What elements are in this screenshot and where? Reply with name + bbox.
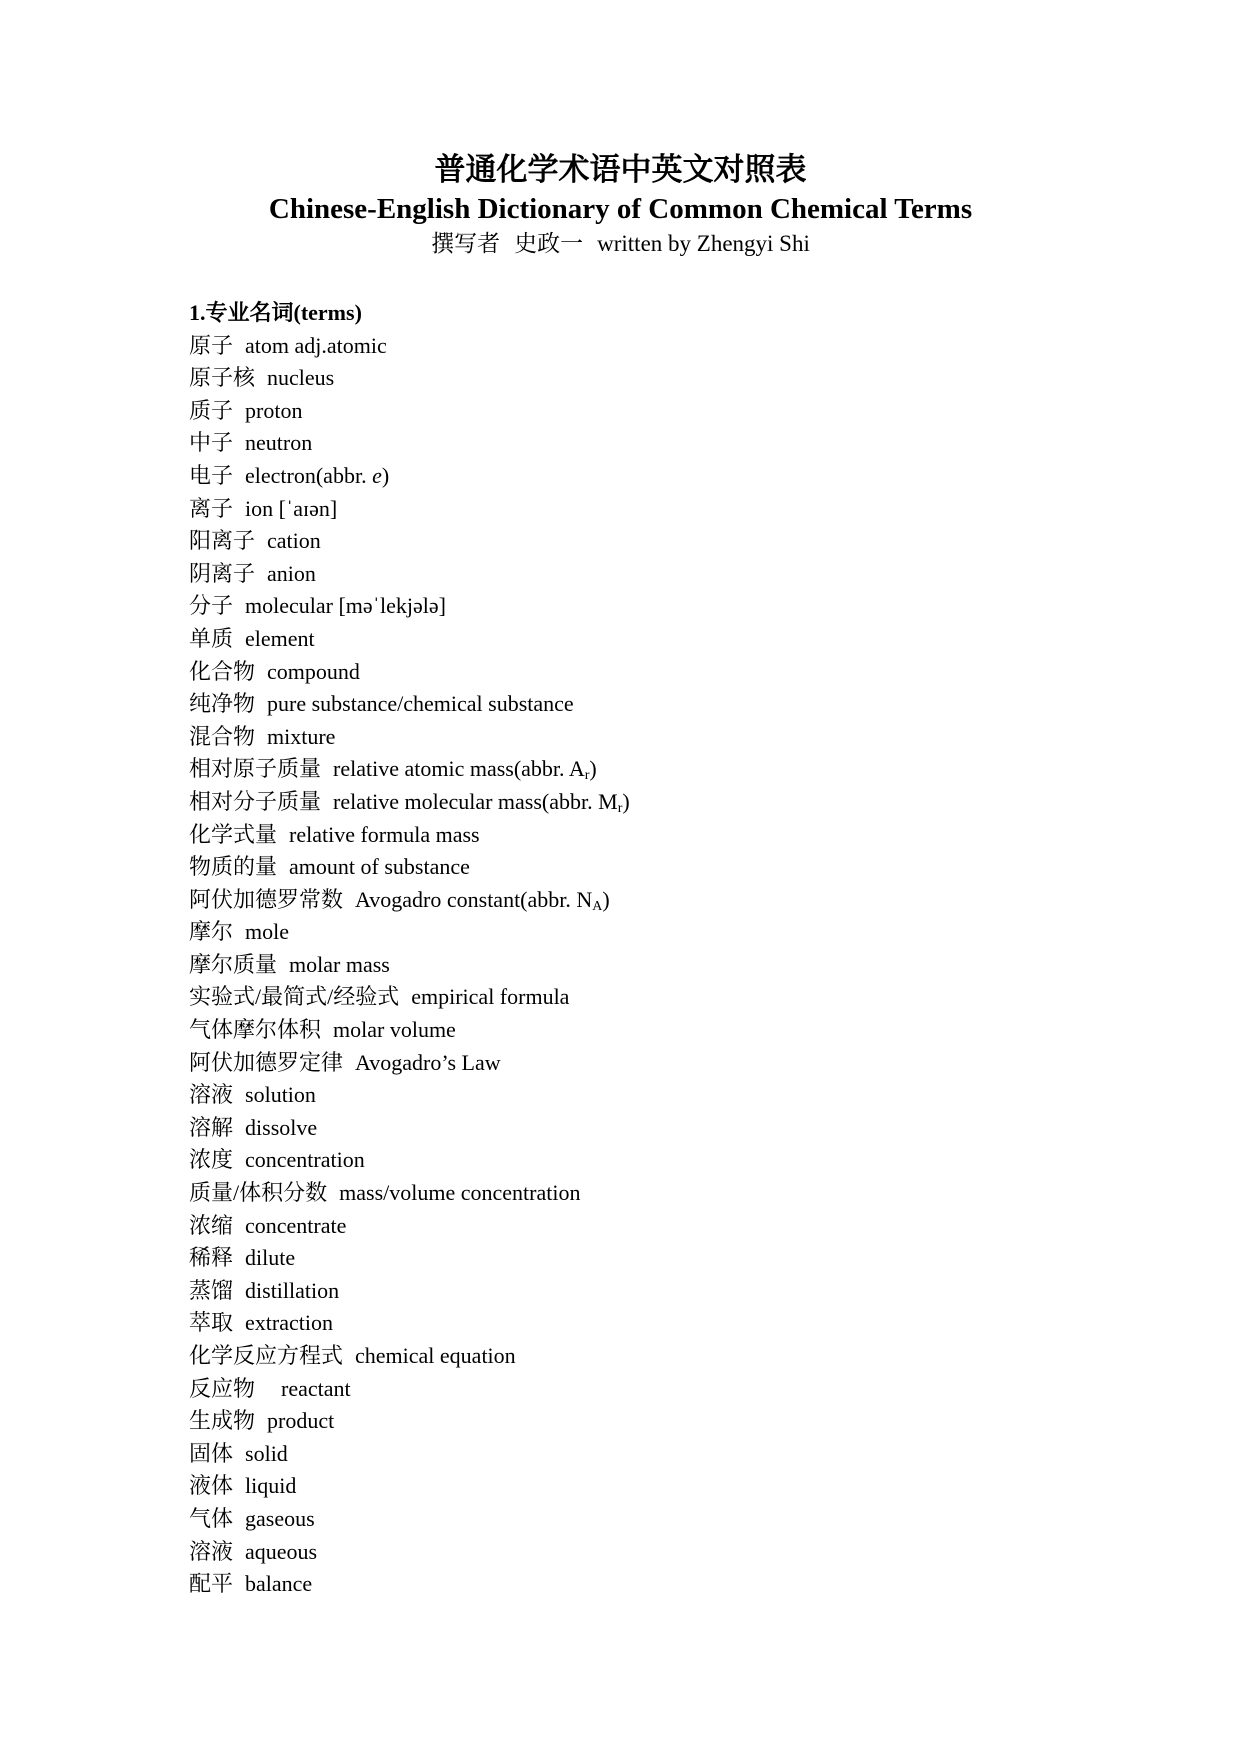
term-row <box>189 525 1189 558</box>
term-english-text: relative atomic mass(abbr. A <box>333 756 585 782</box>
term-english <box>245 1441 288 1466</box>
term-english-text: molar volume <box>333 1017 456 1043</box>
term-chinese: 混合物 <box>189 723 256 749</box>
term-english-text: extraction <box>245 1310 333 1336</box>
term-english-text: solution <box>245 1082 316 1108</box>
term-row <box>189 1307 1189 1340</box>
term-english-text: pure substance/chemical substance <box>267 691 574 717</box>
term-chinese: 单质 <box>189 625 234 651</box>
term-english-text: proton <box>245 397 303 423</box>
term-row <box>189 1047 1189 1080</box>
term-row <box>189 981 1189 1014</box>
term-english <box>339 1180 580 1205</box>
term-english-text: liquid <box>245 1473 297 1499</box>
term-chinese: 物质的量 <box>189 854 278 880</box>
term-row <box>189 851 1189 884</box>
term-chinese: 萃取 <box>189 1310 234 1336</box>
term-english-text: molar mass <box>289 951 390 977</box>
term-row <box>189 1210 1189 1243</box>
term-row <box>189 1536 1189 1569</box>
term-english-text: atom adj.atomic <box>245 332 387 358</box>
term-english <box>267 528 321 553</box>
term-english <box>281 1376 351 1401</box>
title-english: Chinese-English Dictionary of Common Chemical Terms <box>268 193 973 225</box>
term-chinese: 反应物 <box>189 1375 256 1401</box>
document-header <box>0 150 1241 260</box>
term-english <box>267 659 360 684</box>
term-english <box>245 398 302 423</box>
term-chinese: 相对分子质量 <box>189 788 322 814</box>
term-row <box>189 1079 1189 1112</box>
term-row <box>189 1470 1189 1503</box>
term-row <box>189 656 1189 689</box>
term-row <box>189 884 1189 917</box>
author-line <box>0 228 1241 260</box>
title-chinese: 普通化学术语中英文对照表 <box>434 152 807 187</box>
term-english <box>411 984 569 1009</box>
term-english <box>245 593 446 618</box>
term-chinese: 原子核 <box>189 365 256 391</box>
author-label: 撰写者 <box>431 231 501 256</box>
term-english-text: dilute <box>245 1245 296 1271</box>
term-chinese: 电子 <box>189 462 234 488</box>
term-english <box>333 789 630 814</box>
term-english <box>245 626 315 651</box>
term-chinese: 蒸馏 <box>189 1277 234 1303</box>
term-chinese: 中子 <box>189 430 234 456</box>
term-row <box>189 493 1189 526</box>
term-chinese: 化合物 <box>189 658 256 684</box>
term-english-text: balance <box>245 1571 313 1597</box>
term-row <box>189 1177 1189 1210</box>
term-chinese: 气体摩尔体积 <box>189 1017 322 1043</box>
term-chinese: 溶液 <box>189 1082 234 1108</box>
term-english <box>245 430 312 455</box>
term-chinese: 液体 <box>189 1473 234 1499</box>
author-name-chinese: 史政一 <box>514 231 584 256</box>
term-english-text: solid <box>245 1440 288 1466</box>
term-chinese: 固体 <box>189 1440 234 1466</box>
term-english-text: chemical equation <box>355 1343 516 1368</box>
term-english-text: electron(abbr. <box>245 462 373 488</box>
term-row <box>189 1275 1189 1308</box>
term-english <box>245 1506 315 1531</box>
term-row <box>189 819 1189 852</box>
term-row <box>189 623 1189 656</box>
term-english <box>267 561 316 586</box>
term-english-text: mass/volume concentration <box>339 1180 581 1206</box>
term-row <box>189 1144 1189 1177</box>
term-row <box>189 1014 1189 1047</box>
term-chinese: 阿伏加德罗定律 <box>189 1049 344 1075</box>
term-english-text: product <box>267 1408 335 1434</box>
term-chinese: 离子 <box>189 495 234 521</box>
term-row <box>189 949 1189 982</box>
term-chinese: 化学式量 <box>189 821 278 847</box>
term-row <box>189 1438 1189 1471</box>
term-english <box>267 691 574 716</box>
term-chinese: 生成物 <box>189 1408 256 1434</box>
term-chinese: 阿伏加德罗常数 <box>189 886 344 912</box>
term-english <box>333 756 597 784</box>
document-body <box>189 297 1189 1601</box>
term-chinese: 摩尔质量 <box>189 951 278 977</box>
term-english <box>245 1473 296 1498</box>
term-english <box>267 724 335 749</box>
term-english <box>245 1310 333 1335</box>
term-english-text: dissolve <box>245 1114 318 1140</box>
term-english-suffix: ) <box>622 788 630 814</box>
term-english-text: empirical formula <box>411 984 570 1010</box>
term-chinese: 化学反应方程式 <box>189 1343 344 1368</box>
term-chinese: 质子 <box>189 397 234 423</box>
term-row <box>189 786 1189 819</box>
term-row <box>189 330 1189 363</box>
term-row <box>189 916 1189 949</box>
term-chinese: 溶液 <box>189 1538 234 1564</box>
term-row <box>189 362 1189 395</box>
term-english-text: anion <box>267 560 316 586</box>
term-row <box>189 558 1189 591</box>
term-chinese: 实验式/最简式/经验式 <box>189 984 400 1010</box>
term-english-text: concentration <box>245 1147 365 1173</box>
term-row <box>189 427 1189 460</box>
term-english-suffix: ) <box>589 756 597 782</box>
term-english-symbol: e <box>372 462 382 488</box>
term-chinese: 分子 <box>189 593 234 619</box>
term-list <box>189 330 1189 1601</box>
term-english <box>245 1278 339 1303</box>
term-chinese: 阴离子 <box>189 560 256 586</box>
term-english <box>245 1571 312 1596</box>
term-english <box>267 365 334 390</box>
term-english-text: amount of substance <box>289 854 470 880</box>
term-english <box>245 1082 316 1107</box>
term-english-suffix: ) <box>381 462 390 488</box>
term-row <box>189 1242 1189 1275</box>
term-english-text: distillation <box>245 1277 340 1303</box>
term-english <box>355 1050 501 1075</box>
term-english <box>333 1017 456 1042</box>
term-english-text: ion [ˈaɪən] <box>245 495 338 521</box>
term-english-text: relative formula mass <box>289 821 480 847</box>
term-row <box>189 590 1189 623</box>
term-english <box>245 333 387 358</box>
term-row <box>189 395 1189 428</box>
term-chinese: 气体 <box>189 1505 234 1531</box>
term-row <box>189 688 1189 721</box>
term-english <box>355 887 610 912</box>
term-chinese: 相对原子质量 <box>189 756 322 782</box>
term-english-text: concentrate <box>245 1212 347 1238</box>
term-english <box>245 1115 317 1140</box>
term-subscript: r <box>617 800 623 816</box>
term-chinese: 摩尔 <box>189 919 234 945</box>
term-english-text: element <box>245 625 315 651</box>
term-row <box>189 1373 1189 1406</box>
term-english-suffix: ) <box>602 886 610 912</box>
term-english-text: Avogadro’s Law <box>355 1049 501 1075</box>
term-english-text: nucleus <box>267 365 335 391</box>
term-english-text: gaseous <box>245 1505 315 1531</box>
term-chinese: 稀释 <box>189 1245 234 1271</box>
term-english <box>245 496 337 521</box>
term-english <box>245 1539 317 1564</box>
term-row <box>189 1112 1189 1145</box>
term-row <box>189 1568 1189 1601</box>
term-subscript: r <box>584 768 590 784</box>
term-chinese: 阳离子 <box>189 528 256 554</box>
term-english-text: molecular [məˈlekjələ] <box>245 593 446 619</box>
term-chinese: 浓度 <box>189 1147 234 1173</box>
term-chinese: 纯净物 <box>189 691 256 717</box>
author-name-english: written by Zhengyi Shi <box>597 231 810 256</box>
term-english <box>355 1343 516 1368</box>
term-english <box>245 919 289 944</box>
term-chinese: 溶解 <box>189 1114 234 1140</box>
term-english <box>267 1408 334 1433</box>
term-english-text: relative molecular mass(abbr. M <box>333 788 618 814</box>
term-english-text: reactant <box>281 1375 351 1401</box>
term-english <box>289 952 390 977</box>
term-row <box>189 1340 1189 1373</box>
term-chinese: 浓缩 <box>189 1212 234 1238</box>
term-english <box>289 854 470 879</box>
term-english <box>245 1213 346 1238</box>
term-chinese: 原子 <box>189 332 234 358</box>
term-chinese: 质量/体积分数 <box>189 1180 328 1206</box>
term-row <box>189 460 1189 493</box>
term-english-text: aqueous <box>245 1538 318 1564</box>
term-row <box>189 1503 1189 1536</box>
term-english <box>289 822 480 847</box>
section-heading: 1.专业名词(terms) <box>189 300 362 325</box>
term-english <box>245 463 389 488</box>
term-row <box>189 1405 1189 1438</box>
term-english-text: cation <box>267 528 321 554</box>
term-english-text: neutron <box>245 430 313 456</box>
term-english-text: Avogadro constant(abbr. N <box>355 886 593 912</box>
term-english-text: mole <box>245 919 290 945</box>
term-english-text: mixture <box>267 723 336 749</box>
term-row <box>189 721 1189 754</box>
term-english <box>245 1147 365 1172</box>
term-english <box>245 1245 295 1270</box>
term-row <box>189 753 1189 786</box>
term-chinese: 配平 <box>189 1571 234 1597</box>
term-english-text: compound <box>267 658 360 684</box>
term-subscript: A <box>592 898 603 914</box>
